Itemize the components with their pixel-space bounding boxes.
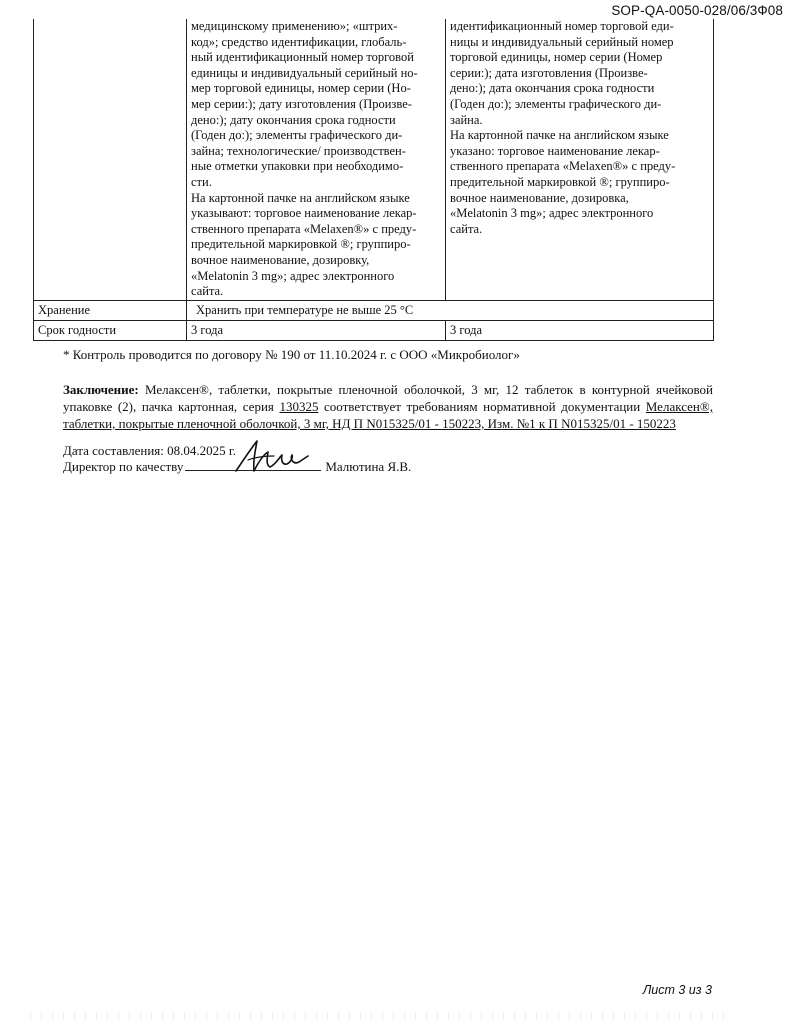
specification-table — [33, 19, 714, 341]
packaging-result-p1: идентификационный номер торговой еди- ницы и индивидуальный серийный номер торговой единицы, номер серии (Номер серии:); дата изготовления (Произве- дено:); дата окончания срока годности (Годен до:); элементы графического ди- зайна. — [450, 19, 674, 127]
document-code: SOP-QA-0050-028/06/3Ф08 — [611, 3, 783, 18]
signer-role: Директор по качеству — [63, 459, 184, 474]
packaging-result-p2: На картонной пачке на английском языке указано: торговое наименование лекар- ственного препарата «Melaxen®» с преду- предительной маркировкой ®; группиро- вочное наименование, дозировка, «Melatonin 3 mg»; адрес электронного сайта. — [450, 128, 676, 236]
handwritten-signature — [230, 438, 310, 476]
storage-label: Хранение — [34, 300, 187, 320]
conclusion-paragraph — [63, 381, 713, 432]
shelf-life-row — [34, 320, 714, 340]
packaging-requirement-cell — [187, 19, 446, 300]
storage-value: Хранить при температуре не выше 25 °C — [187, 300, 714, 320]
conclusion-text-2: соответствует требованиям нормативной документации — [318, 399, 646, 414]
normative-document-ref: Мелаксен®, таблетки, покрытые пленочной оболочкой, 3 мг, НД П N015325/01 - 150223, Изм. №1 к П N015325/01 - 150223 — [63, 399, 713, 431]
storage-row — [34, 300, 714, 320]
page-number: Лист 3 из 3 — [642, 983, 712, 997]
shelf-life-requirement: 3 года — [187, 320, 446, 340]
packaging-label-cell — [34, 19, 187, 300]
conclusion-label: Заключение: — [63, 382, 139, 397]
packaging-requirement-p2: На картонной пачке на английском языке указывают: торговое наименование лекар- ственного препарата «Melaxen®» с преду- предительной маркировкой ®; группиро- вочное наименование, дозировку, «Melatonin 3 mg»; адрес электронного сайта. — [191, 190, 417, 299]
conclusion-text-1: Мелаксен®, таблетки, покрытые пленочной оболочкой, 3 мг, 12 таблеток в контурной ячейковой упаковке (2), пачка картонная, серия — [63, 382, 713, 414]
compilation-date: Дата составления: 08.04.2025 г. — [63, 443, 236, 458]
packaging-result-cell — [446, 19, 714, 300]
packaging-row — [34, 19, 714, 300]
signer-name: Малютина Я.В. — [325, 459, 412, 474]
shelf-life-result: 3 года — [446, 320, 714, 340]
packaging-requirement-p1: медицинскому применению»; «штрих- код»; средство идентификации, глобаль- ный идентификационный номер торговой единицы и индивидуальный серийный но- мер торговой единицы, номер серии (Но- мер серии:); дату изготовления (Произве- дено:); дату окончания срока годности (Годен до:); элементы графического ди- зайна; технологические/ производствен- ные отметки упаковки при необходимо- сти. — [191, 19, 418, 189]
batch-number: 130325 — [279, 399, 319, 414]
footnote: * Контроль проводится по договору № 190 от 11.10.2024 г. с ООО «Микробиолог» — [63, 347, 520, 362]
scan-edge-artifact — [30, 1013, 730, 1019]
shelf-life-label: Срок годности — [34, 320, 187, 340]
